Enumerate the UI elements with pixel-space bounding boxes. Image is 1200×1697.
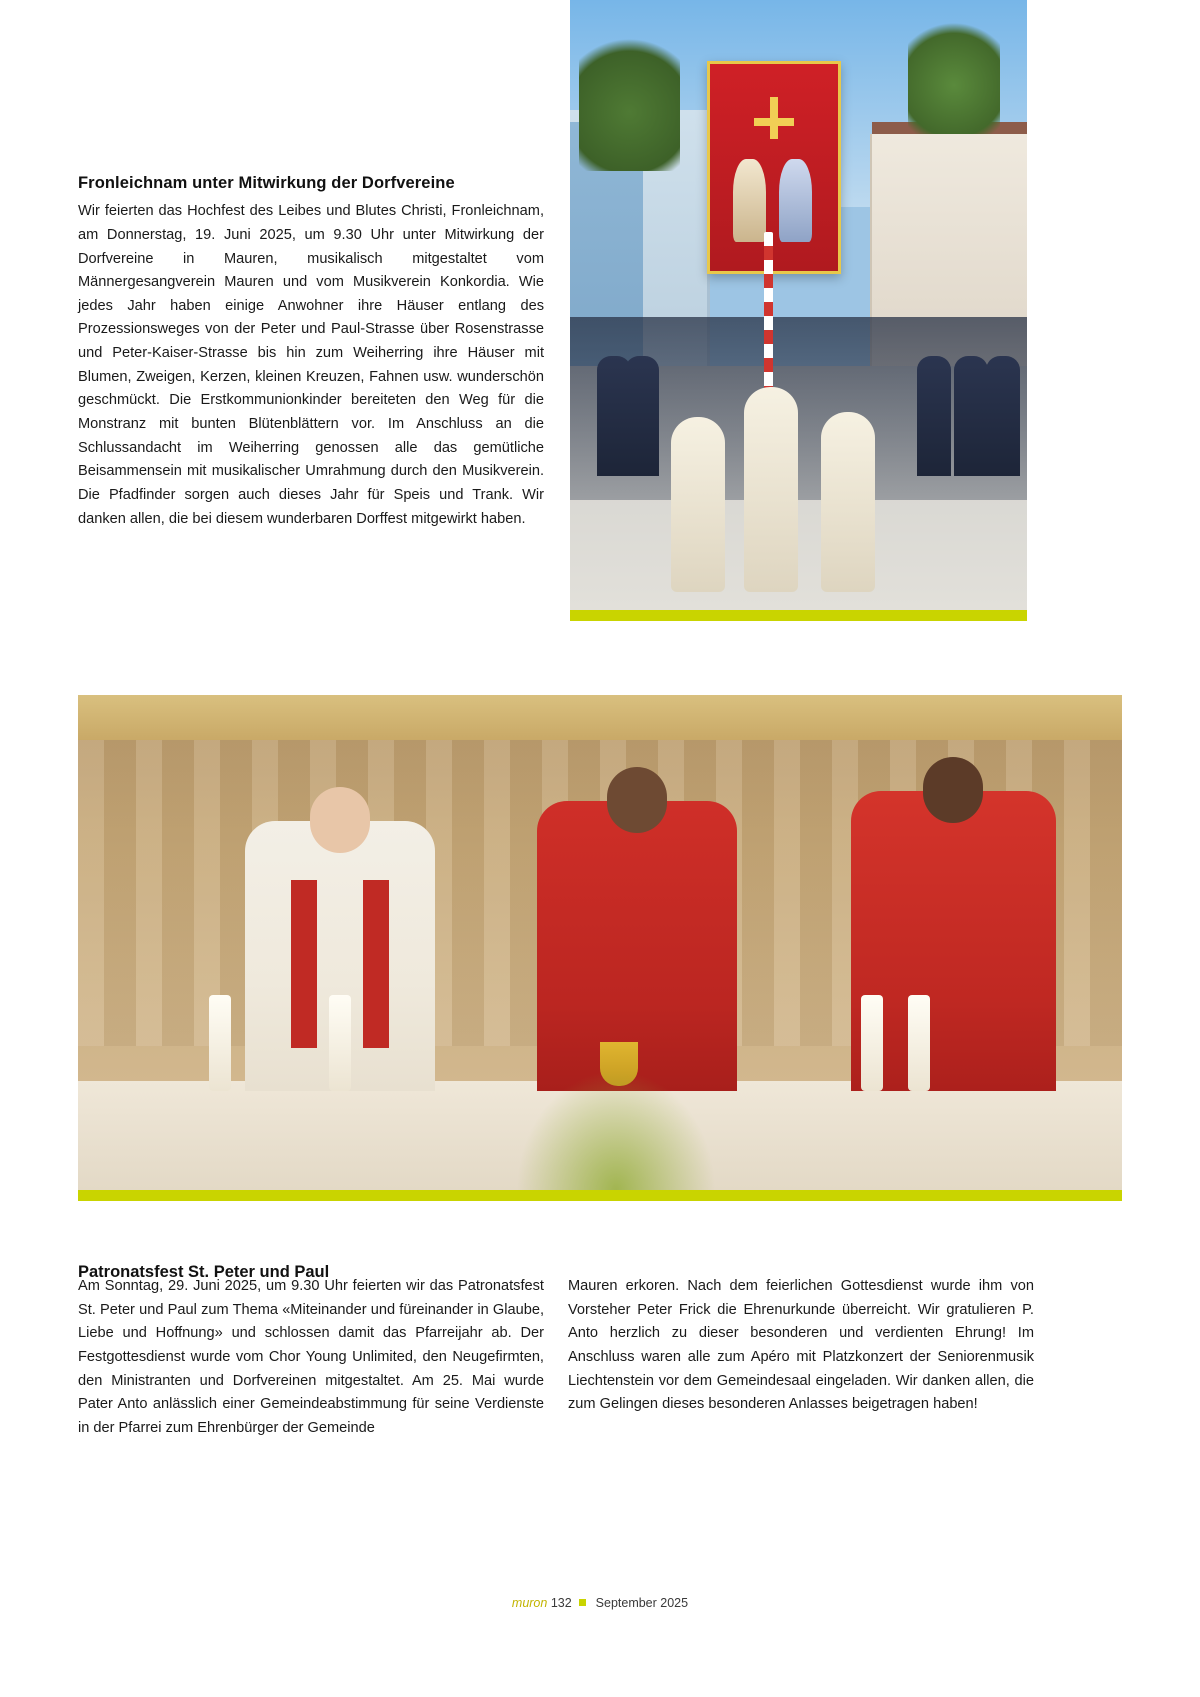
photo-altar-server — [671, 417, 725, 592]
banner-figure-peter — [733, 159, 766, 242]
photo-altar-server — [744, 387, 798, 592]
photo-fronleichnam-accent-bar — [570, 610, 1027, 621]
photo-patronatsfest-accent-bar — [78, 1190, 1122, 1201]
photo-tree-right — [908, 12, 999, 134]
photo-candle — [908, 995, 930, 1091]
photo-candle — [861, 995, 883, 1091]
article-patronatsfest-column-left — [78, 1275, 544, 1440]
photo-candle — [329, 995, 351, 1091]
photo-bandsman — [625, 356, 659, 476]
page-footer — [0, 1596, 1200, 1610]
cross-icon-bar — [754, 118, 794, 126]
photo-priest-head — [923, 757, 983, 823]
photo-patronatsfest-mass — [78, 695, 1122, 1190]
article-patronatsfest-body-right: Mauren erkoren. Nach dem feierlichen Gottesdienst wurde ihm von Vorsteher Peter Frick die Ehrenurkunde überreicht. Wir gratulieren P. Anto herzlich zu dieser besonderen und verdienten Ehrung! Im Anschluss waren alle zum Apéro mit Platzkonzert der Seniorenmusik Liechtenstein vor dem Gemeindesaal eingeladen. Wir danken allen, die zum Gelingen dieses besonderen Anlasses beigetragen haben! — [568, 1278, 1034, 1413]
article-fronleichnam-body: Wir feierten das Hochfest des Leibes und Blutes Christi, Fronleichnam, am Donnerstag, 19. Juni 2025, um 9.30 Uhr unter Mitwirkung der Dorfvereine in Mauren, musikalisch mitgestaltet vom Männergesangverein Mauren und vom Musikverein Konkordia. Wie jedes Jahr haben einige Anwohner ihre Häuser entlang des Prozessionsweges von der Peter und Paul-Strasse über Rosenstrasse und Peter-Kaiser-Strasse bis hin zum Weiherring ihre Häuser mit Blumen, Zweigen, Kerzen, kleinen Kreuzen, Fahnen usw. wunderschön geschmückt. Die Erstkommunionkinder bereiteten den Weg für die Monstranz mit bunten Blütenblättern vor. Im Anschluss an die Schlussandacht im Weiherring genossen alle das gemütliche Beisammensein mit musikalischer Umrahmung durch den Musikverein. Die Pfadfinder sorgen auch dieses Jahr für Speis und Trank. Wir danken allen, die bei diesem wunderbaren Dorffest mitgewirkt haben. — [78, 203, 544, 527]
footer-issue: September 2025 — [595, 1596, 689, 1610]
footer-brand: muron — [511, 1596, 548, 1610]
article-patronatsfest-body-left: Am Sonntag, 29. Juni 2025, um 9.30 Uhr feierten wir das Patronatsfest St. Peter und Paul zum Thema «Miteinander und füreinander in Glaube, Liebe und Hoffnung» und schlossen damit das Pfarreijahr ab. Der Festgottesdienst wurde vom Chor Young Unlimited, den Neugefirmten, den Ministranten und Dorfvereinen mitgestaltet. Am 25. Mai wurde Pater Anto anlässlich einer Gemeindeabstimmung für seine Verdienste in der Pfarrei zum Ehrenbürger der Gemeinde — [78, 1278, 544, 1436]
photo-ceiling-band — [78, 695, 1122, 740]
photo-priest-head — [310, 787, 370, 853]
photo-stole-right — [363, 880, 389, 1047]
photo-bandsman — [917, 356, 951, 476]
photo-altar-server — [821, 412, 875, 592]
article-patronatsfest-headline: Patronatsfest St. Peter und Paul — [78, 1262, 330, 1281]
footer-square-icon — [579, 1599, 586, 1606]
photo-bandsman — [986, 356, 1020, 476]
photo-foreground-plant — [516, 1070, 716, 1190]
procession-banner — [707, 61, 841, 274]
banner-figure-paul — [779, 159, 812, 242]
footer-page-number: 132 — [550, 1596, 572, 1610]
article-patronatsfest-column-right — [568, 1275, 1034, 1417]
photo-candle — [209, 995, 231, 1091]
photo-fronleichnam-procession — [570, 0, 1027, 610]
article-fronleichnam-headline: Fronleichnam unter Mitwirkung der Dorfvereine — [78, 174, 455, 192]
photo-tree-left — [579, 24, 680, 170]
photo-stole-left — [291, 880, 317, 1047]
photo-bandsman — [954, 356, 988, 476]
article-fronleichnam — [78, 172, 544, 531]
photo-priest-head — [607, 767, 667, 833]
